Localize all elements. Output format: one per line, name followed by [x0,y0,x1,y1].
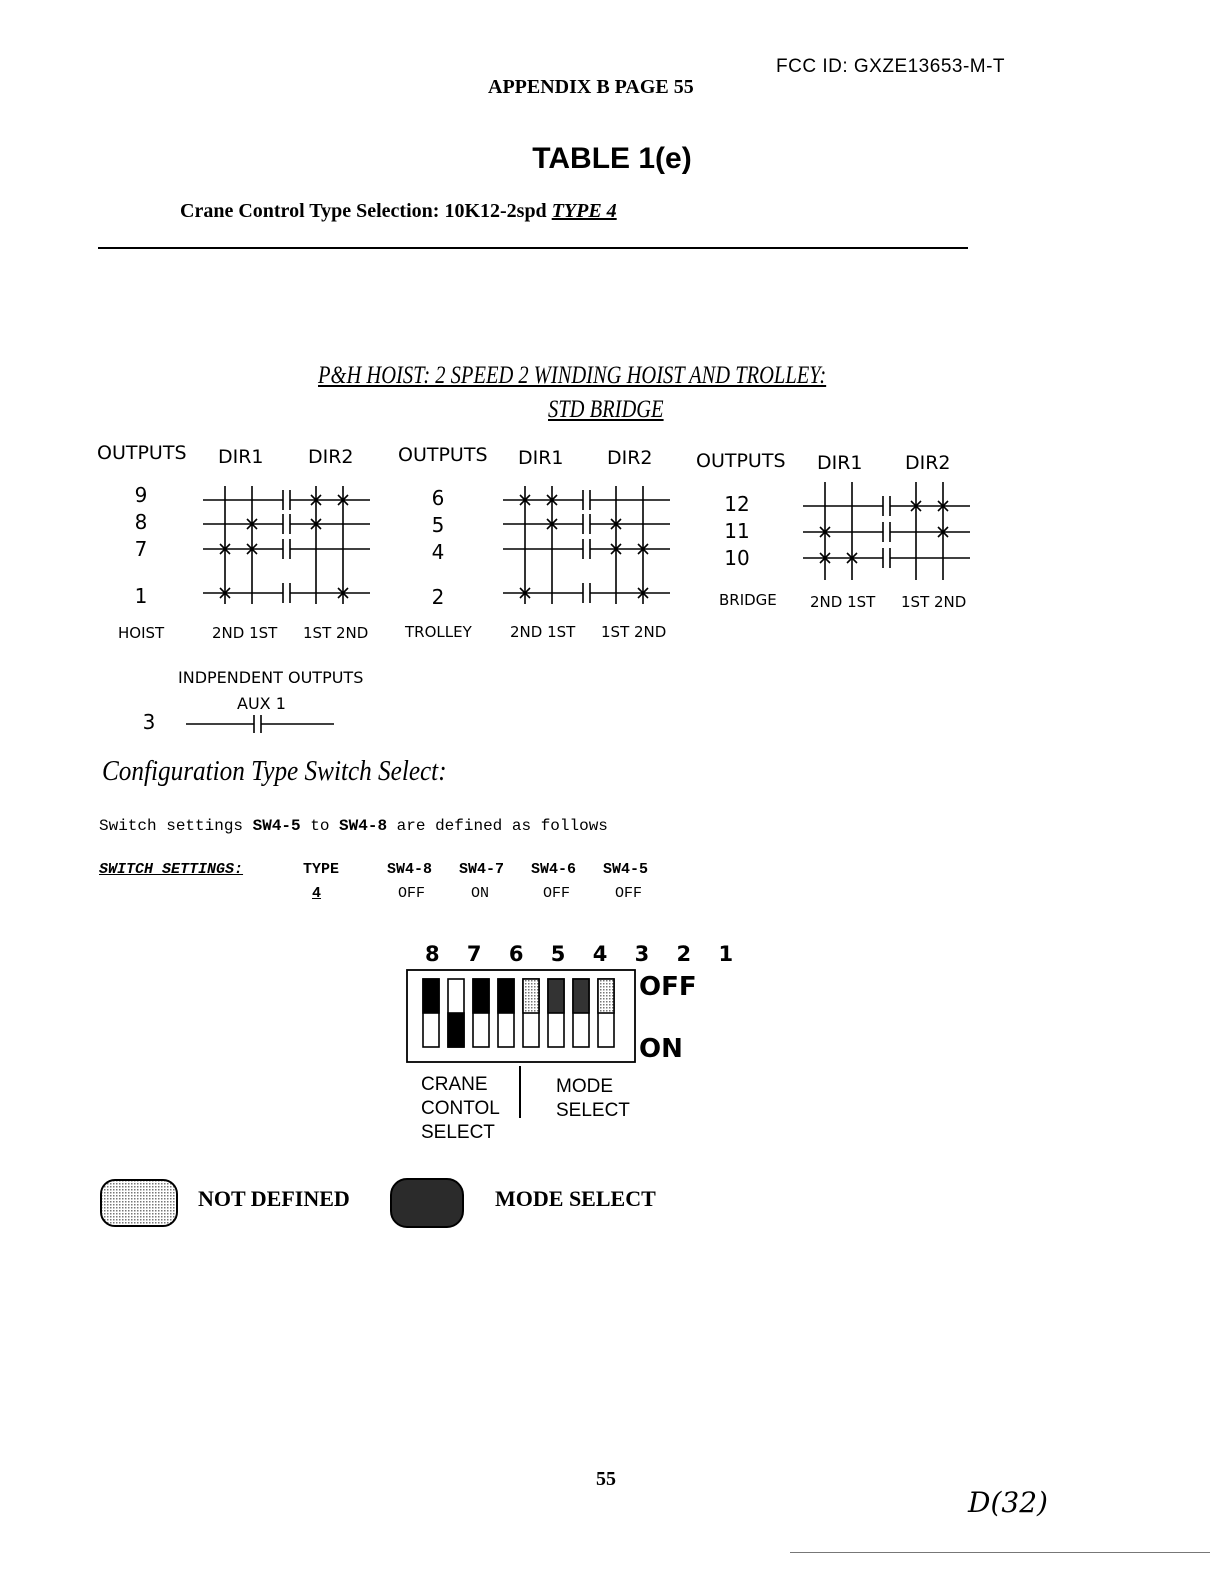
sw4-5-value: OFF [615,885,643,902]
desc-post: are defined as follows [387,817,608,835]
selection-label: Crane Control Type Selection: [180,200,440,222]
bridge-label: BRIDGE [719,591,777,609]
desc-sw-b: SW4-8 [339,817,388,835]
type-label: TYPE [303,861,340,878]
footer-rule [790,1552,1210,1553]
sw4-6-name: SW4-6 [531,861,577,878]
bridge-output-10: 10 [724,546,750,570]
legend-mode-select: MODE SELECT [495,1186,656,1211]
sw4-6-value: OFF [543,885,571,902]
switch-settings-label: SWITCH SETTINGS: [99,861,244,878]
desc-pre: Switch settings [99,817,253,835]
dip-switch-5 [498,979,514,1047]
mode-label-line2: SELECT [556,1100,630,1121]
dip-on-label: ON [639,1034,683,1064]
trolley-output-5: 5 [431,513,445,537]
dip-off-label: OFF [639,972,697,1002]
crane-label-line3: SELECT [421,1122,495,1143]
independent-outputs-label: INDPENDENT OUTPUTS [178,668,364,687]
dip-switch-8 [423,979,439,1047]
hoist-output-9: 9 [134,483,148,507]
hoist-outputs-header: OUTPUTS [97,442,187,464]
fcc-id: FCC ID: GXZE13653-M-T [776,56,1006,77]
trolley-dir1-header: DIR1 [518,447,564,469]
trolley-output-6: 6 [431,486,445,510]
bridge-dir2-sub: 1ST 2ND [901,593,967,611]
hoist-output-1: 1 [134,584,148,608]
hoist-dir2-sub: 1ST 2ND [303,624,369,642]
page-number: 55 [596,1468,616,1490]
sw4-5-name: SW4-5 [603,861,649,878]
type-value: 4 [312,885,322,902]
crane-label-line1: CRANE [421,1074,488,1095]
independent-output-3: 3 [142,710,156,734]
sw4-8-value: OFF [398,885,426,902]
legend-not-defined: NOT DEFINED [198,1186,350,1211]
hoist-dir2-header: DIR2 [308,446,354,468]
selection-type: TYPE 4 [551,200,617,222]
selection-value: 10K12-2spd [444,200,547,222]
mode-label-line1: MODE [556,1076,613,1097]
dip-switch-4 [523,979,539,1047]
diagram-title-line2: STD BRIDGE [548,396,664,423]
switch-description [99,817,608,835]
bridge-output-11: 11 [724,519,750,543]
bridge-dir1-sub: 2ND 1ST [810,593,876,611]
trolley-x-marks [520,495,648,598]
dip-switch-numbers: 8 7 6 5 4 3 2 1 [425,942,744,966]
trolley-output-2: 2 [431,585,445,609]
crane-control-selection [180,200,617,223]
aux1-label: AUX 1 [237,694,286,713]
handwritten-note: D(32) [968,1486,1048,1519]
trolley-label: TROLLEY [405,623,472,641]
dip-switch [405,968,637,1064]
trolley-output-4: 4 [431,540,445,564]
aux1-contact [184,712,336,736]
dip-switch-3 [548,979,564,1047]
header-divider [98,247,968,249]
dip-switch-1 [598,979,614,1047]
trolley-switch-matrix [495,476,675,606]
dip-switch-2 [573,979,589,1047]
trolley-dir1-sub: 2ND 1ST [510,623,576,641]
appendix-page-label: APPENDIX B PAGE 55 [488,76,694,98]
dip-label-divider [519,1066,521,1118]
bridge-dir2-header: DIR2 [905,452,951,474]
hoist-output-8: 8 [134,510,148,534]
sw4-8-name: SW4-8 [387,861,433,878]
bridge-dir1-header: DIR1 [817,452,863,474]
bridge-output-12: 12 [724,492,750,516]
desc-sw-a: SW4-5 [252,817,301,835]
bridge-outputs-header: OUTPUTS [696,450,786,472]
diagram-title-line1: P&H HOIST: 2 SPEED 2 WINDING HOIST AND TROLLEY: [318,362,827,389]
hoist-x-marks [220,495,348,598]
dip-switch-7 [448,979,464,1047]
hoist-label: HOIST [118,624,165,642]
trolley-dir2-header: DIR2 [607,447,653,469]
desc-mid: to [300,817,340,835]
bridge-switch-matrix [795,476,975,586]
sw4-7-name: SW4-7 [459,861,505,878]
crane-control-select-label [421,1073,500,1145]
crane-label-line2: CONTOL [421,1098,500,1119]
mode-select-label [556,1075,630,1123]
config-title: Configuration Type Switch Select: [102,756,447,787]
sw4-7-value: ON [471,885,490,902]
trolley-outputs-header: OUTPUTS [398,444,488,466]
hoist-output-7: 7 [134,537,148,561]
not-defined-swatch [98,1177,180,1229]
hoist-dir1-sub: 2ND 1ST [212,624,278,642]
dip-switch-6 [473,979,489,1047]
table-title: TABLE 1(e) [532,142,692,175]
trolley-dir2-sub: 1ST 2ND [601,623,667,641]
hoist-dir1-header: DIR1 [218,446,264,468]
mode-select-swatch [388,1176,466,1230]
hoist-switch-matrix [195,476,375,606]
